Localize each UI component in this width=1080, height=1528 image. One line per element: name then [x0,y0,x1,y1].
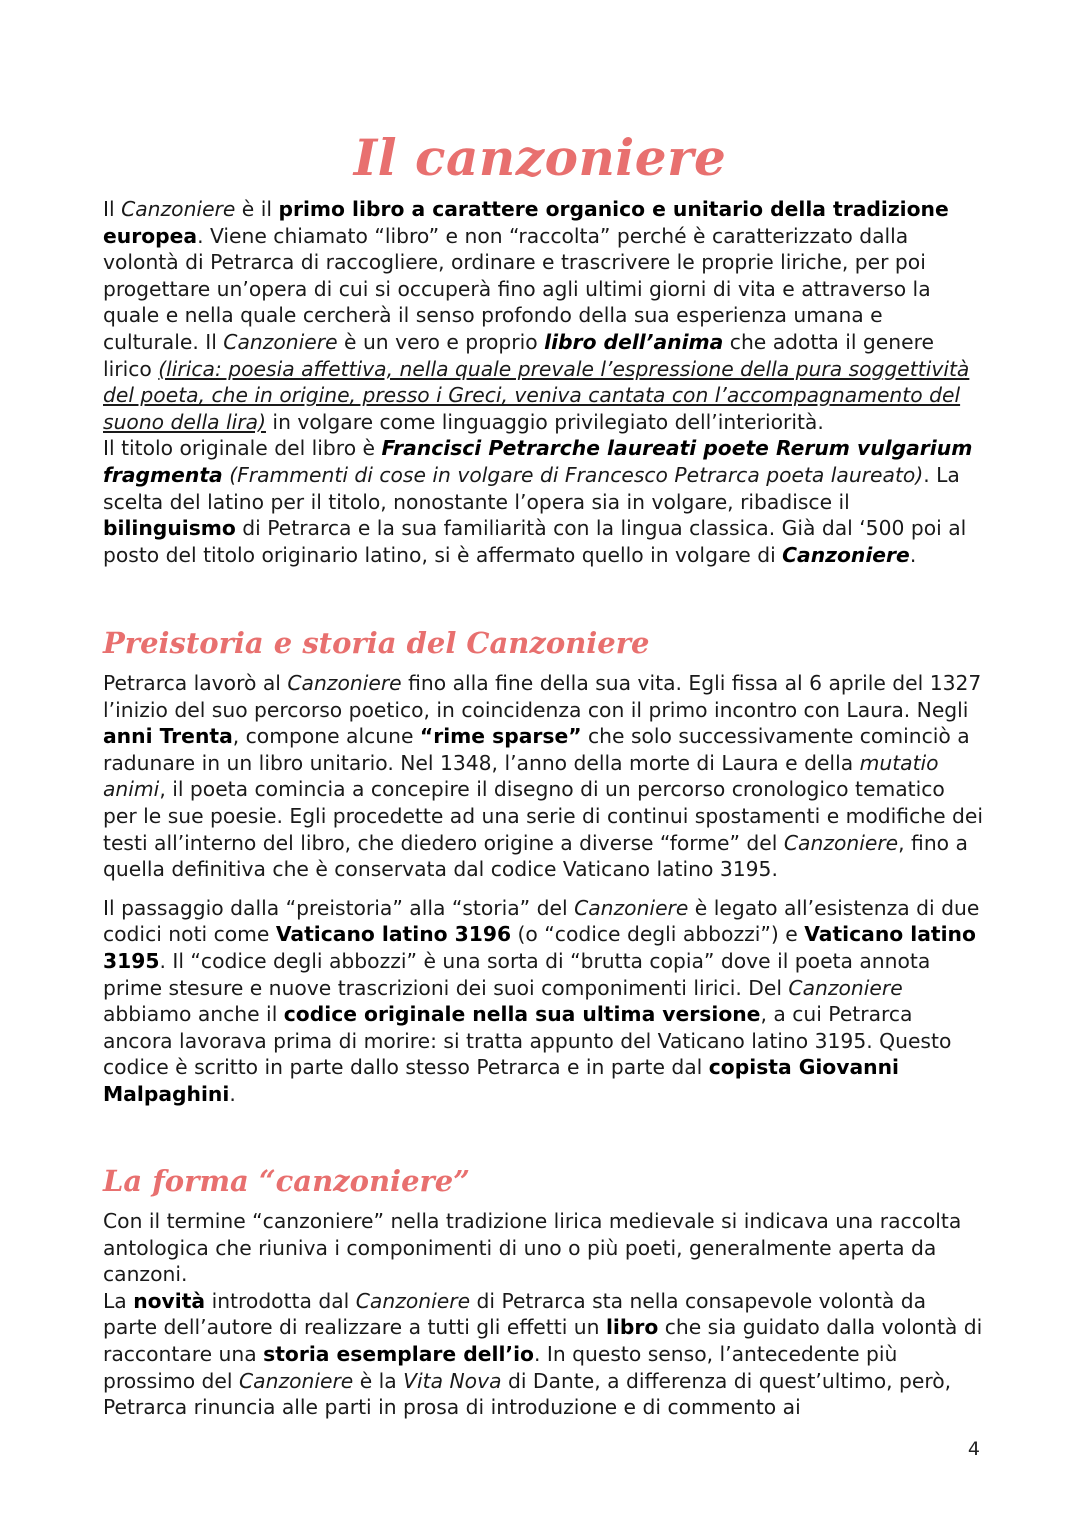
lirica-definition: (lirica: poesia affettiva, nella quale prevale l’espressione della pura soggettività del poeta, che in origine, presso i Greci, veniva cantata con l’accompagnamento del suono della lira) [103,356,970,434]
section-heading-forma: La forma “canzoniere” [103,1164,470,1198]
forma-section [103,1208,983,1421]
page-title: Il canzoniere [353,128,727,187]
section-heading-preistoria: Preistoria e storia del Canzoniere [103,626,650,660]
intro-paragraph-1: Il Canzoniere è il primo libro a carattere organico e unitario della tradizione europea. Viene chiamato “libro” e non “raccolta” perché è caratterizzato dalla volontà di Petrarca di raccogliere, ordinare e trascrivere le proprie liriche, per poi progettare un’opera di cui si occuperà fino agli ultimi giorni di vita e attraverso la quale e nella quale cercherà il senso profondo della sua esperienza umana e culturale. Il Canzoniere è un vero e proprio libro dell’anima che adotta il genere lirico (lirica: poesia affettiva, nella quale prevale l’espressione della pura soggettività del poeta, che in origine, presso i Greci, veniva cantata con l’accompagnamento del suono della lira) in volgare come linguaggio privilegiato dell’interiorità. [103,197,970,434]
forma-paragraph-1: Con il termine “canzoniere” nella tradizione lirica medievale si indicava una raccolta antologica che riuniva i componimenti di uno o più poeti, generalmente aperta da canzoni. [103,1209,962,1287]
intro-section [103,196,983,568]
forma-paragraph-2: La novità introdotta dal Canzoniere di Petrarca sta nella consapevole volontà da parte dell’autore di realizzare a tutti gli effetti un libro che sia guidato dalla volontà di raccontare una storia esemplare dell’io. In questo senso, l’antecedente più prossimo del Canzoniere è la Vita Nova di Dante, a differenza di quest’ultimo, però, Petrarca rinuncia alle parti in prosa di introduzione e di commento ai [103,1288,983,1420]
page-number: 4 [967,1438,980,1460]
intro-paragraph-2: Il titolo originale del libro è Francisci Petrarche laureati poete Rerum vulgarium fragmenta (Frammenti di cose in volgare di Francesco Petrarca poeta laureato). La scelta del latino per il titolo, nonostante l’opera sia in volgare, ribadisce il bilinguismo di Petrarca e la sua familiarità con la lingua classica. Già dal ‘500 poi al posto del titolo originario latino, si è affermato quello in volgare di Canzoniere. [103,436,973,567]
preistoria-section [103,670,983,1108]
preistoria-paragraph-2: Il passaggio dalla “preistoria” alla “storia” del Canzoniere è legato all’esistenza di due codici noti come Vaticano latino 3196 (o “codice degli abbozzi”) e Vaticano latino 3195. Il “codice degli abbozzi” è una sorta di “brutta copia” dove il poeta annota prime stesure e nuove trascrizioni dei suoi componimenti lirici. Del Canzoniere abbiamo anche il codice originale nella sua ultima versione, a cui Petrarca ancora lavorava prima di morire: si tratta appunto del Vaticano latino 3195. Questo codice è scritto in parte dallo stesso Petrarca e in parte dal copista Giovanni Malpaghini. [103,895,980,1106]
preistoria-paragraph-1: Petrarca lavorò al Canzoniere fino alla fine della sua vita. Egli fissa al 6 aprile del 1327 l’inizio del suo percorso poetico, in coincidenza con il primo incontro con Laura. Negli anni Trenta, compone alcune “rime sparse” che solo successivamente cominciò a radunare in un libro unitario. Nel 1348, l’anno della morte di Laura e della mutatio animi, il poeta comincia a concepire il disegno di un percorso cronologico tematico per le sue poesie. Egli procedette ad una serie di continui spostamenti e modifiche dei testi all’interno del libro, che diedero origine a diverse “forme” del Canzoniere, fino a quella definitiva che è conservata dal codice Vaticano latino 3195. [103,671,983,882]
